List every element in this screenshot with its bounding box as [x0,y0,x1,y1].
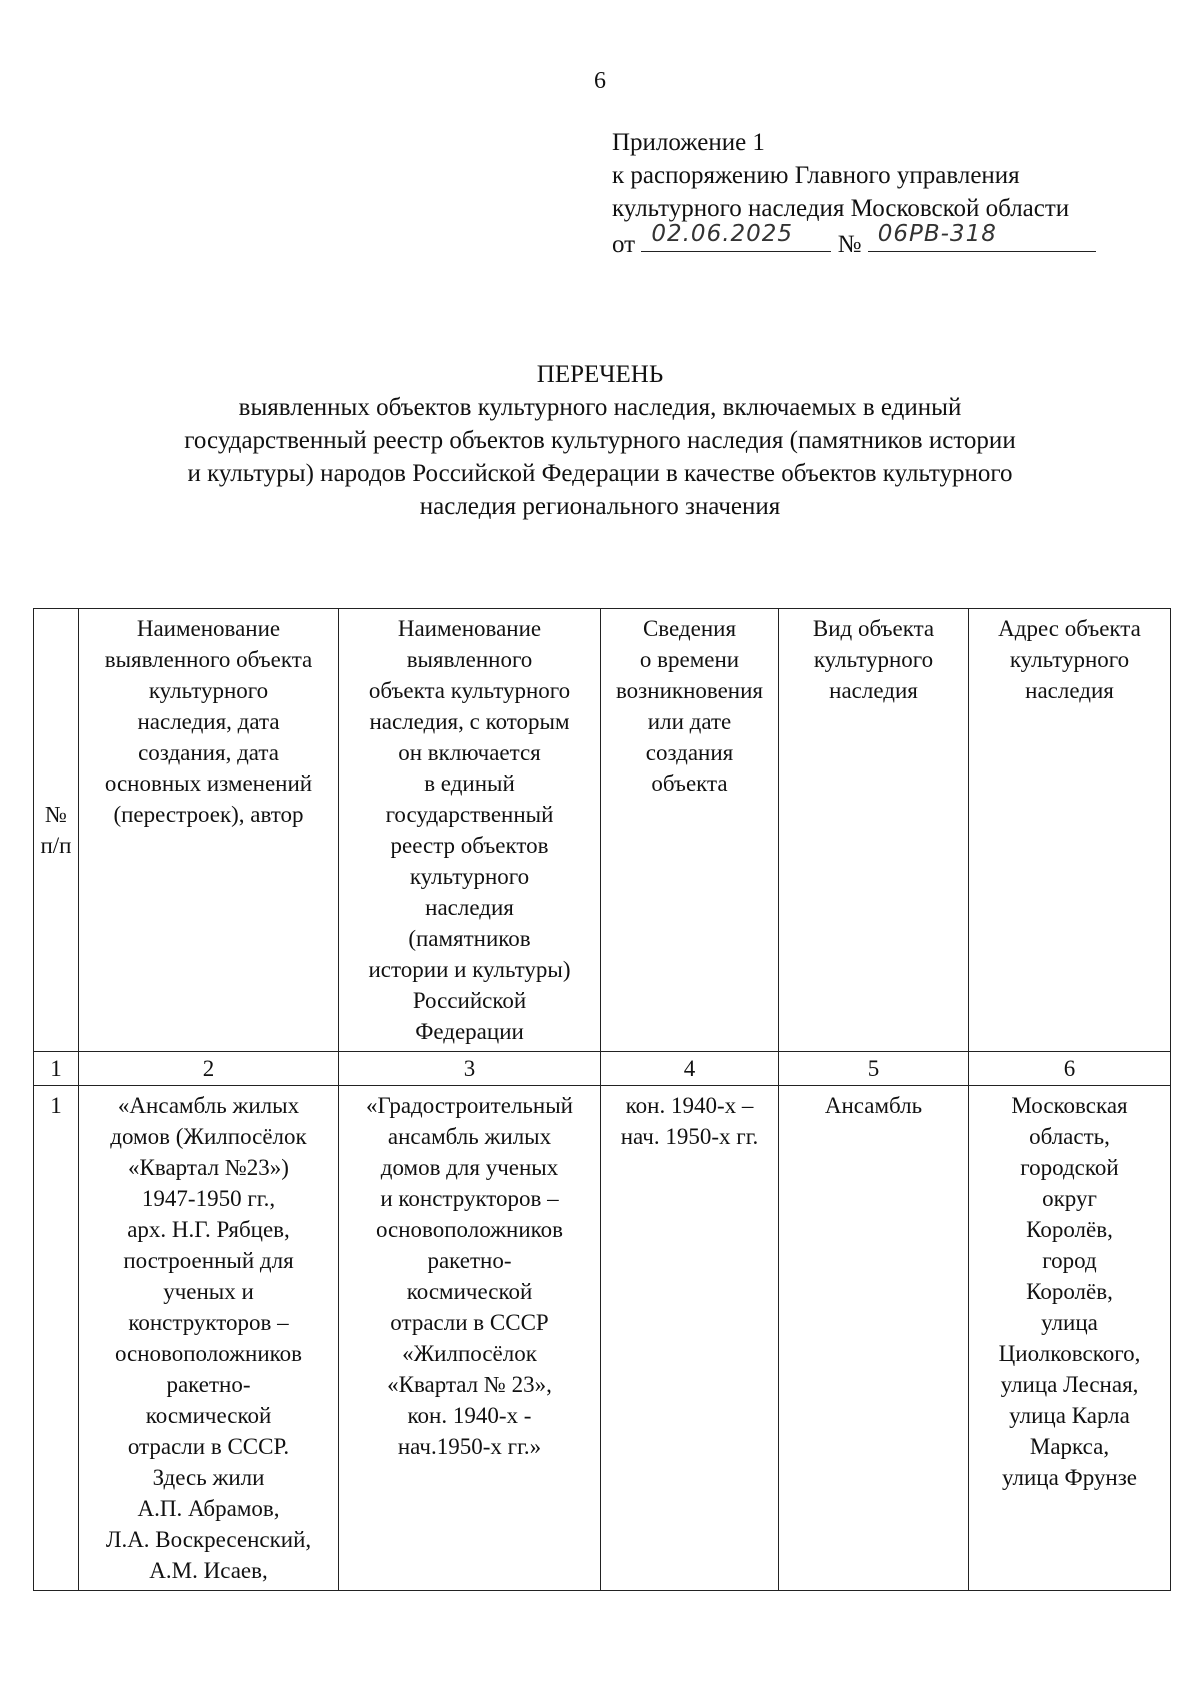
table-row [34,1086,1171,1591]
address-cell [969,1086,1171,1591]
header-cell [779,609,969,1052]
cell-line: А.М. Исаев, [149,1558,268,1583]
cell-line: Вид объекта [812,616,935,641]
cell-line: основоположников [114,1341,303,1366]
appendix-line: культурного наследия Московской области [612,195,1070,222]
cell-line: «Жилпосёлок [402,1341,537,1366]
object-name-cell [79,1086,339,1591]
cell-line: реестр объектов [390,833,549,858]
cell-line: культурного [813,647,934,672]
cell-line: «Квартал №23») [128,1155,289,1180]
object-type-cell [779,1086,969,1591]
cell-line: домов для ученых [380,1155,559,1180]
cell-line: наследия [829,678,918,703]
column-index-cell: 3 [339,1052,601,1086]
cell-line: Наименование [397,616,542,641]
heading-subtitle-line: и культуры) народов Российской Федерации в качестве объектов культурного [187,460,1013,487]
handwritten-number: 06РВ-318 [877,221,997,247]
cell-line: государственный [385,802,554,827]
cell-line: Московская [1011,1093,1128,1118]
cell-line: улица [1041,1310,1098,1335]
heritage-table [33,608,1171,1591]
heading-subtitle-line: выявленных объектов культурного наследия, включаемых в единый [238,394,962,421]
cell-line: он включается [398,740,541,765]
appendix-line: к распоряжению Главного управления [612,162,1020,189]
heading-title: ПЕРЕЧЕНЬ [536,361,664,388]
cell-line: «Квартал № 23», [387,1372,552,1397]
cell-line: создания, дата [138,740,279,765]
cell-line: Королёв, [1026,1279,1113,1304]
cell-line: наследия [425,895,514,920]
cell-line: Федерации [415,1019,524,1044]
cell-line: Сведения [642,616,737,641]
cell-line: объекта культурного [368,678,571,703]
header-cell [34,609,79,1052]
heading-subtitle-line: наследия регионального значения [419,493,781,520]
cell-line: возникновения [615,678,764,703]
cell-line: создания [645,740,734,765]
cell-line: Адрес объекта [998,616,1141,641]
page-number: 6 [594,68,606,94]
cell-line: № [45,802,67,827]
cell-line: Здесь жили [152,1465,265,1490]
appendix-date-line [612,221,1172,261]
handwritten-date: 02.06.2025 [651,221,794,247]
cell-line: выявленного объекта [104,647,313,672]
header-cell [339,609,601,1052]
cell-line: 1 [50,1093,62,1118]
cell-line: культурного [1009,647,1130,672]
column-index-row [34,1052,1171,1086]
cell-line: Циолковского, [998,1341,1141,1366]
cell-line: нач.1950-х гг.» [397,1434,542,1459]
row-number-cell [34,1086,79,1591]
cell-line: 1947-1950 гг., [141,1186,276,1211]
date-info-cell [601,1086,779,1591]
cell-line: ученых и [163,1279,254,1304]
cell-line: отрасли в СССР. [127,1434,290,1459]
cell-line: в единый [424,771,515,796]
number-field [868,221,1096,252]
cell-line: кон. 1940-х – [625,1093,754,1118]
cell-line: кон. 1940-х - [407,1403,532,1428]
cell-line: конструкторов – [128,1310,289,1335]
heading-subtitle-line: государственный реестр объектов культурного наследия (памятников истории [184,427,1016,454]
table-header-row [34,609,1171,1052]
cell-line: Ансамбль [824,1093,923,1118]
cell-line: арх. Н.Г. Рябцев, [127,1217,290,1242]
header-cell [969,609,1171,1052]
cell-line: или дате [647,709,732,734]
cell-line: основных изменений [104,771,313,796]
cell-line: домов (Жилпосёлок [110,1124,307,1149]
cell-line: нач. 1950-х гг. [620,1124,759,1149]
cell-line: городской [1020,1155,1119,1180]
cell-line: улица Фрунзе [1001,1465,1137,1490]
cell-line: Л.А. Воскресенский, [105,1527,312,1552]
number-prefix: № [837,231,862,258]
cell-line: наследия [1025,678,1114,703]
cell-line: (перестроек), автор [113,802,304,827]
cell-line: округ [1042,1186,1097,1211]
cell-line: Российской [412,988,527,1013]
cell-line: космической [406,1279,533,1304]
column-index-cell: 2 [79,1052,339,1086]
cell-line: культурного [148,678,269,703]
cell-line: отрасли в СССР [390,1310,549,1335]
cell-line: культурного [409,864,530,889]
cell-line: построенный для [123,1248,294,1273]
cell-line: «Градостроительный [366,1093,573,1118]
cell-line: Королёв, [1026,1217,1113,1242]
column-index-cell: 6 [969,1052,1171,1086]
cell-line: объекта [651,771,728,796]
cell-line: область, [1029,1124,1110,1149]
column-index-cell: 5 [779,1052,969,1086]
document-heading [0,358,1200,523]
cell-line: улица Карла [1009,1403,1130,1428]
cell-line: ансамбль жилых [387,1124,552,1149]
appendix-line: Приложение 1 [612,129,765,156]
cell-line: (памятников [408,926,531,951]
cell-line: наследия, с которым [369,709,570,734]
column-index-cell: 4 [601,1052,779,1086]
cell-line: истории и культуры) [368,957,571,982]
cell-line: ракетно- [166,1372,251,1397]
cell-line: о времени [639,647,740,672]
cell-line: наследия, дата [137,709,280,734]
date-prefix: от [612,231,636,258]
cell-line: выявленного [406,647,533,672]
cell-line: А.П. Абрамов, [137,1496,280,1521]
registry-name-cell [339,1086,601,1591]
header-cell [79,609,339,1052]
header-cell [601,609,779,1052]
cell-line: п/п [40,833,72,858]
cell-line: космической [145,1403,272,1428]
date-field [641,221,831,252]
cell-line: «Ансамбль жилых [117,1093,300,1118]
cell-line: ракетно- [427,1248,512,1273]
cell-line: Наименование [136,616,281,641]
cell-line: основоположников [375,1217,564,1242]
cell-line: Маркса, [1029,1434,1110,1459]
cell-line: улица Лесная, [1000,1372,1139,1397]
appendix-block [612,126,1172,261]
cell-line: город [1042,1248,1097,1273]
cell-line: и конструкторов – [380,1186,559,1211]
column-index-cell: 1 [34,1052,79,1086]
